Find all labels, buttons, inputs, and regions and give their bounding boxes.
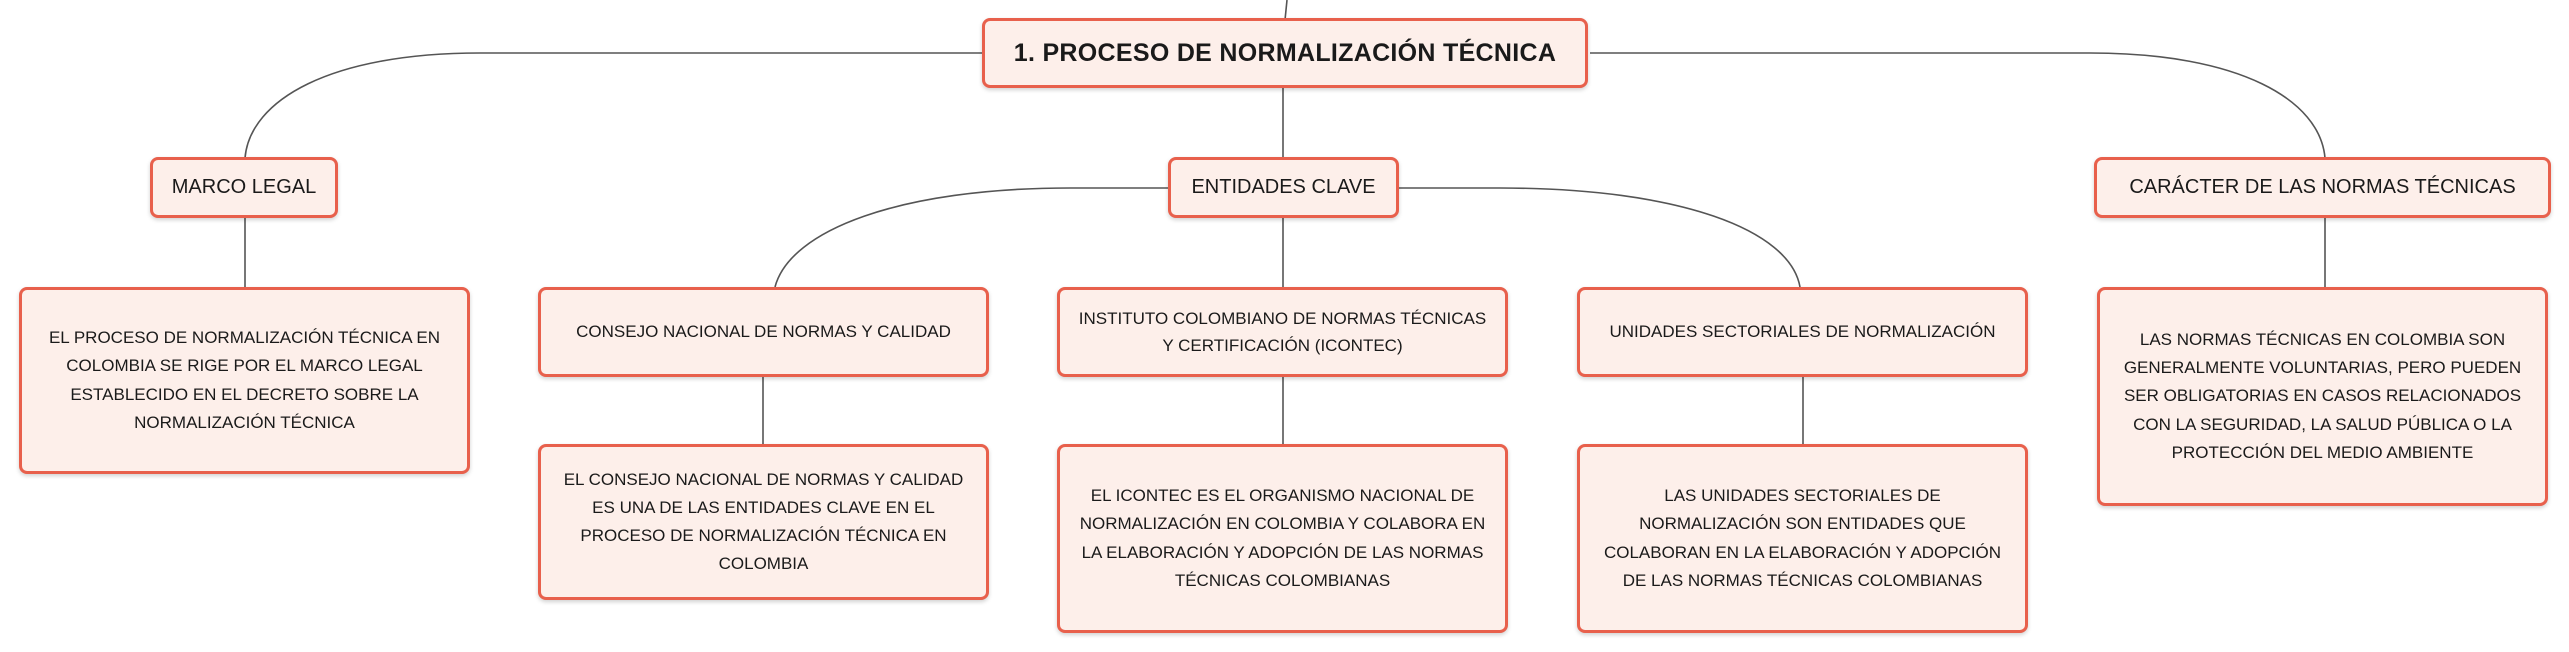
connector-root-to-marco-legal (245, 53, 984, 158)
consejo-detail-node[interactable] (538, 444, 989, 600)
connector-entidades-to-unidades (1397, 188, 1800, 287)
icontec-detail-text: EL ICONTEC ES EL ORGANISMO NACIONAL DE NORMALIZACIÓN EN COLOMBIA Y COLABORA EN LA ELABORACIÓN Y ADOPCIÓN DE LAS NORMAS TÉCNICAS COLOMBIANAS (1079, 486, 1486, 590)
consejo-detail-text: EL CONSEJO NACIONAL DE NORMAS Y CALIDAD ES UNA DE LAS ENTIDADES CLAVE EN EL PROCESO DE NORMALIZACIÓN TÉCNICA EN COLOMBIA (563, 469, 964, 574)
unidades-sectoriales-label: UNIDADES SECTORIALES DE NORMALIZACIÓN (1609, 322, 1996, 342)
marco-legal-node[interactable] (150, 157, 338, 218)
marco-legal-label: MARCO LEGAL (171, 176, 317, 198)
caracter-normas-label: CARÁCTER DE LAS NORMAS TÉCNICAS (2129, 176, 2516, 198)
unidades-sectoriales-node[interactable] (1577, 287, 2028, 377)
connector-entidades-to-consejo (775, 188, 1170, 287)
consejo-nacional-node[interactable] (538, 287, 989, 377)
icontec-detail-node[interactable] (1057, 444, 1508, 633)
entidades-clave-node[interactable] (1168, 157, 1399, 218)
caracter-detail-node[interactable] (2097, 287, 2548, 506)
unidades-detail-text: LAS UNIDADES SECTORIALES DE NORMALIZACIÓN SON ENTIDADES QUE COLABORAN EN LA ELABORACIÓN Y ADOPCIÓN DE LAS NORMAS TÉCNICAS COLOMBIANAS (1603, 486, 2002, 590)
root-node[interactable] (982, 18, 1588, 88)
connector-root-to-caracter (1590, 53, 2325, 158)
icontec-label: INSTITUTO COLOMBIANO DE NORMAS TÉCNICAS Y CERTIFICACIÓN (ICONTEC) (1078, 308, 1487, 355)
caracter-normas-node[interactable] (2094, 157, 2551, 218)
root-node-label: 1. PROCESO DE NORMALIZACIÓN TÉCNICA (1013, 38, 1557, 67)
unidades-detail-node[interactable] (1577, 444, 2028, 633)
consejo-nacional-label: CONSEJO NACIONAL DE NORMAS Y CALIDAD (576, 322, 951, 342)
connector-root-incoming (1285, 0, 1287, 20)
marco-legal-detail-text: EL PROCESO DE NORMALIZACIÓN TÉCNICA EN COLOMBIA SE RIGE POR EL MARCO LEGAL ESTABLECIDO EN EL DECRETO SOBRE LA NORMALIZACIÓN TÉCNICA (48, 328, 441, 432)
marco-legal-detail-node[interactable] (19, 287, 470, 474)
icontec-node[interactable] (1057, 287, 1508, 377)
caracter-detail-text: LAS NORMAS TÉCNICAS EN COLOMBIA SON GENERALMENTE VOLUNTARIAS, PERO PUEDEN SER OBLIGATORIAS EN CASOS RELACIONADOS CON LA SEGURIDAD, LA SALUD PÚBLICA O LA PROTECCIÓN DEL MEDIO AMBIENTE (2123, 330, 2522, 462)
entidades-clave-label: ENTIDADES CLAVE (1191, 176, 1376, 198)
